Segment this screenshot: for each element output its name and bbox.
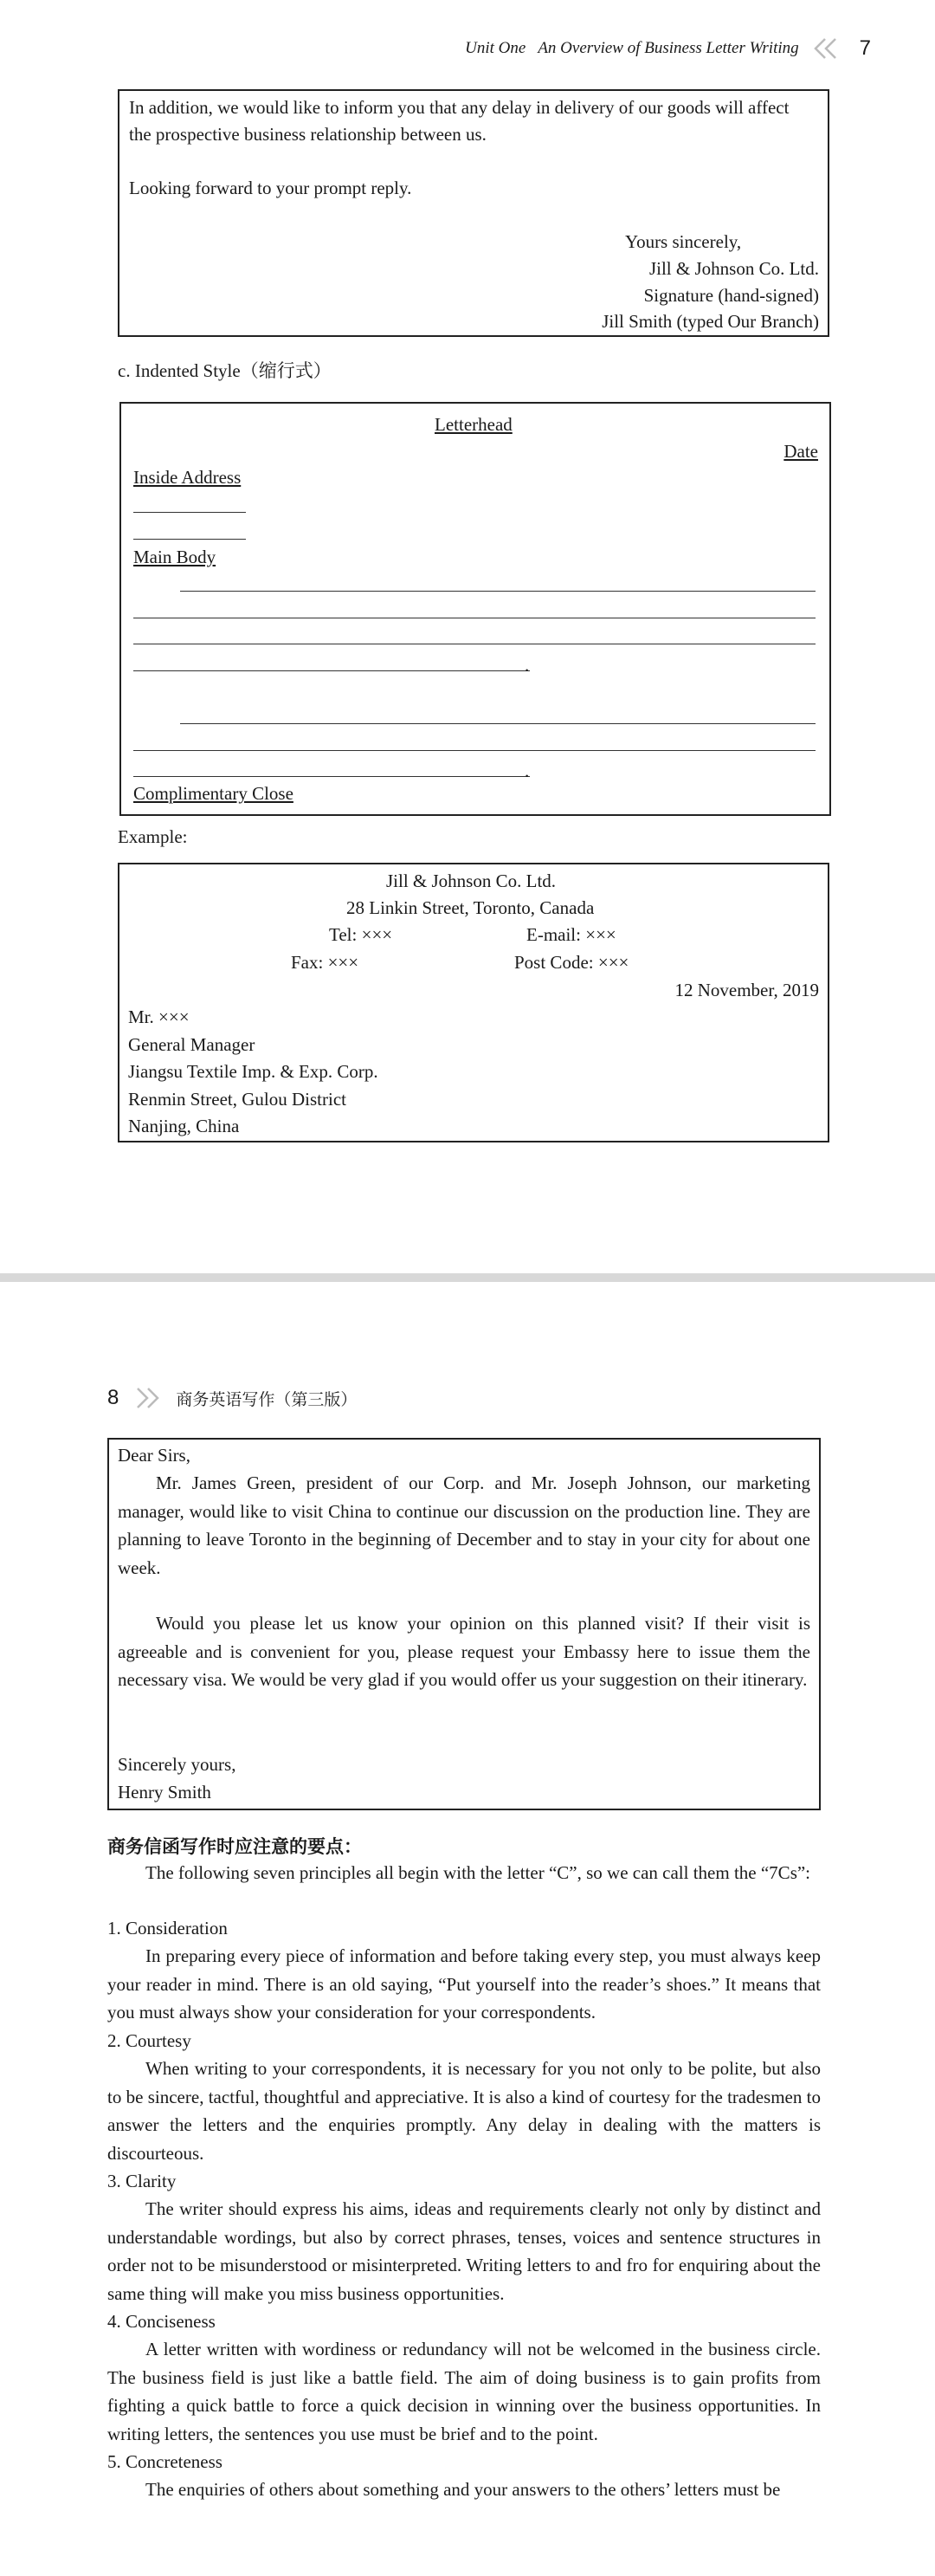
email-field: E-mail: ××× xyxy=(526,924,616,945)
signature-handsigned: Signature (hand-signed) xyxy=(643,285,819,306)
letter-paragraph: the prospective business relationship between us. xyxy=(129,124,487,145)
principle-text: The enquiries of others about something and your answers to the others’ letters must be xyxy=(145,2479,781,2500)
recipient-line: Nanjing, China xyxy=(128,1116,240,1136)
recipient-line: Jiangsu Textile Imp. & Exp. Corp. xyxy=(128,1061,378,1082)
letter-paragraph: In addition, we would like to inform you that any delay in delivery of our goods will affect xyxy=(129,97,790,118)
date-label: Date xyxy=(783,441,818,462)
letter-paragraph: Looking forward to your prompt reply. xyxy=(129,178,412,198)
fax-field: Fax: ××× xyxy=(291,952,359,973)
principle-title: 5. Concreteness xyxy=(107,2451,222,2472)
letter-date: 12 November, 2019 xyxy=(674,980,819,1000)
body-line xyxy=(180,591,816,592)
book-title: 商务英语写作（第三版） xyxy=(176,1389,358,1409)
principle-text: A letter written with wordiness or redundancy will not be welcomed in the business circle. The business field is just like a battle field. The aim of doing business is to gain profits from fighting a quick battle to force a quick decision in winning over the business opportunities. In writing letters, the sentences you use must be brief and to the point. xyxy=(107,2339,821,2444)
address-line xyxy=(133,539,246,540)
page-number: 8 xyxy=(107,1386,119,1409)
inside-address-label: Inside Address xyxy=(133,467,242,488)
body-line xyxy=(180,723,816,724)
letter-paragraph: Mr. James Green, president of our Corp. and Mr. Joseph Johnson, our marketing manager, would like to visit China to continue our discussion on the production line. They are planning to leave Toronto in the beginning of December and to stay in your city for about one week. xyxy=(118,1472,810,1578)
intro-paragraph: The following seven principles all begin with the letter “C”, so we can call them the “7Cs”: xyxy=(145,1862,811,1883)
complimentary-close-label: Complimentary Close xyxy=(133,783,293,804)
signature-typed: Jill Smith (typed Our Branch) xyxy=(602,311,819,332)
principle-title: 4. Conciseness xyxy=(107,2311,216,2332)
principle-title: 1. Consideration xyxy=(107,1918,228,1938)
section-heading: c. Indented Style（缩行式） xyxy=(118,360,332,381)
principle-title: 2. Courtesy xyxy=(107,2030,191,2051)
principle-text: When writing to your correspondents, it is necessary for you not only to be polite, but also to be sincere, tactful, thoughtful and appreciative. It is also a kind of courtesy for the tradesmen to answer the letters and the enquiries promptly. Any delay in dealing with the matters is discourteous. xyxy=(107,2058,821,2164)
tel-field: Tel: ××× xyxy=(329,924,393,945)
body-line xyxy=(133,670,530,671)
company-name: Jill & Johnson Co. Ltd. xyxy=(386,871,557,891)
unit-label: Unit One xyxy=(465,39,526,57)
page-header xyxy=(107,1386,357,1410)
page-divider xyxy=(0,1273,935,1282)
page-number: 7 xyxy=(859,36,871,60)
recipient-line: Mr. ××× xyxy=(128,1006,190,1027)
recipient-line: Renmin Street, Gulou District xyxy=(128,1089,346,1110)
signature-company: Jill & Johnson Co. Ltd. xyxy=(648,258,819,279)
letterhead-label: Letterhead xyxy=(435,414,513,435)
company-address: 28 Linkin Street, Toronto, Canada xyxy=(346,897,595,918)
chevron-left-icon xyxy=(811,36,841,61)
body-line xyxy=(133,750,816,751)
salutation: Dear Sirs, xyxy=(118,1445,190,1466)
period-mark: . xyxy=(525,655,530,676)
example-label: Example: xyxy=(118,826,188,847)
postcode-field: Post Code: ××× xyxy=(514,952,629,973)
address-line xyxy=(133,512,246,513)
page-header xyxy=(465,36,871,61)
main-body-label: Main Body xyxy=(133,547,216,567)
complimentary-close: Sincerely yours, xyxy=(118,1754,236,1775)
principle-title: 3. Clarity xyxy=(107,2171,177,2191)
body-line xyxy=(133,776,530,777)
recipient-line: General Manager xyxy=(128,1034,255,1055)
chevron-right-icon xyxy=(132,1386,162,1410)
points-heading: 商务信函写作时应注意的要点： xyxy=(107,1836,362,1857)
principle-text: The writer should express his aims, ideas and requirements clearly not only by distinct and understandable wordings, but also by correct phrases, tenses, voices and sentence structures in order not to be misunderstood or misinterpreted. Writing letters to and fro for enquiring about the same thing will make you miss business opportunities. xyxy=(107,2198,821,2304)
complimentary-close: Yours sincerely, xyxy=(625,231,742,252)
signer-name: Henry Smith xyxy=(118,1782,211,1803)
letter-paragraph: Would you please let us know your opinion on this planned visit? If their visit is agreeable and is convenient for you, please request your Embassy here to issue them the necessary visa. We would be very glad if you would offer us your suggestion on their itinerary. xyxy=(118,1613,810,1690)
chapter-title: An Overview of Business Letter Writing xyxy=(538,39,799,57)
principle-text: In preparing every piece of information and before taking every step, you must always keep your reader in mind. There is an old saying, “Put yourself into the reader’s shoes.” It means that you must always show your consideration for your correspondents. xyxy=(107,1945,821,2023)
period-mark: . xyxy=(525,761,530,781)
